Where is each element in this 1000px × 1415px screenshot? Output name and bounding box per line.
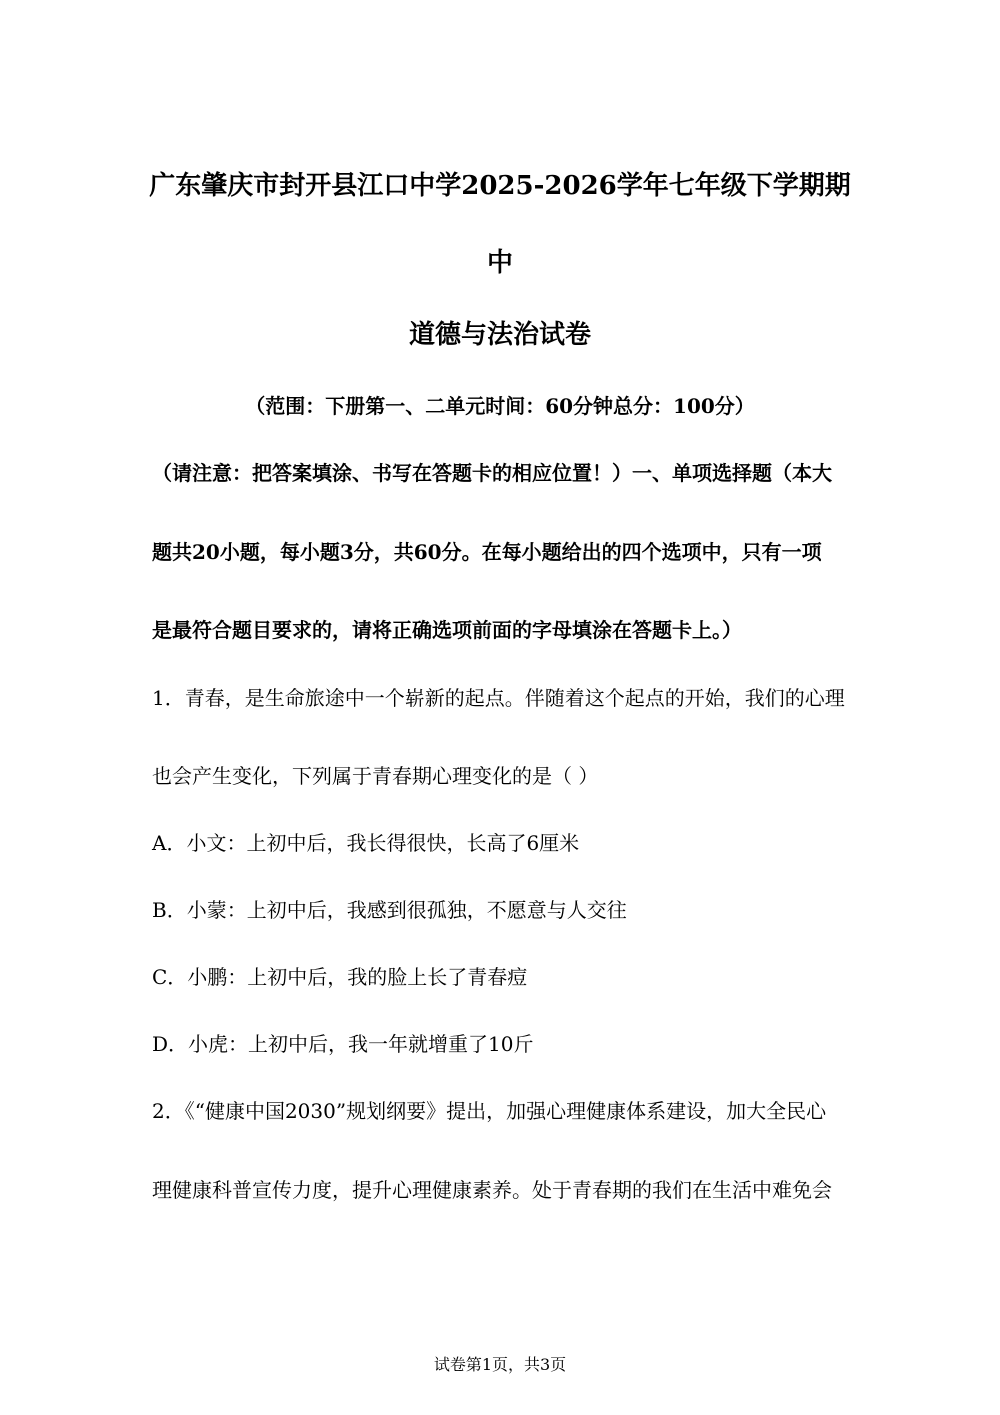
question-2-stem-line-2: 理健康科普宣传力度，提升心理健康素养。处于青春期的我们在生活中难免会 xyxy=(152,1178,832,1202)
page-footer: 试卷第1页，共3页 xyxy=(433,1355,567,1374)
question-1-option-d: D．小虎：上初中后，我一年就增重了10斤 xyxy=(152,1032,534,1056)
question-1-option-a: A．小文：上初中后，我长得很快，长高了6厘米 xyxy=(152,831,580,855)
instructions-line-3: 是最符合题目要求的，请将正确选项前面的字母填涂在答题卡上。） xyxy=(152,618,742,642)
instructions-line-1: （请注意：把答案填涂、书写在答题卡的相应位置！）一、单项选择题（本大 xyxy=(152,461,832,485)
instructions-line-2: 题共20小题，每小题3分，共60分。在每小题给出的四个选项中，只有一项 xyxy=(152,540,822,564)
question-1-stem-line-2: 也会产生变化，下列属于青春期心理变化的是（ ） xyxy=(152,764,599,788)
question-1-option-c: C．小鹏：上初中后，我的脸上长了青春痘 xyxy=(152,965,528,989)
question-1-stem-line-1: 1．青春，是生命旅途中一个崭新的起点。伴随着这个起点的开始，我们的心理 xyxy=(152,686,845,710)
exam-title-line-2: 中 xyxy=(486,248,513,278)
exam-scope: （范围：下册第一、二单元时间：60分钟总分：100分） xyxy=(245,394,755,418)
question-1-option-b: B．小蒙：上初中后，我感到很孤独，不愿意与人交往 xyxy=(152,898,627,922)
exam-subject-title: 道德与法治试卷 xyxy=(408,320,591,350)
question-2-stem-line-1: 2．《“健康中国2030”规划纲要》提出，加强心理健康体系建设，加大全民心 xyxy=(152,1099,827,1123)
exam-title-line-1: 广东肇庆市封开县江口中学2025-2026学年七年级下学期期 xyxy=(149,171,851,201)
